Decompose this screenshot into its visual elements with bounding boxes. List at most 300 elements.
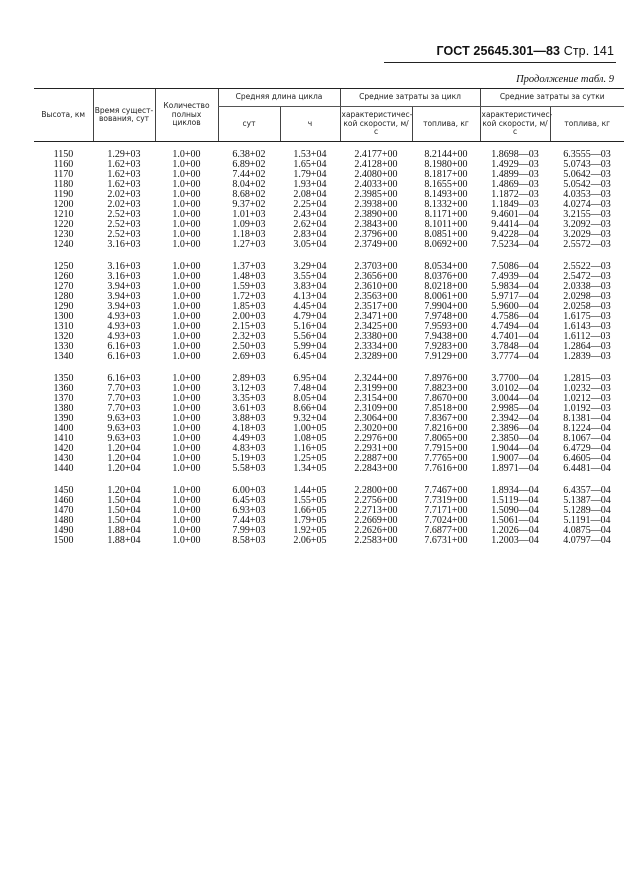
cell-day-fuel: 2.5572—03 — [563, 239, 611, 250]
cell-cycle-fuel: 8.1980+00 — [424, 159, 468, 170]
cell-cycle-hours: 2.06+05 — [293, 535, 327, 546]
cell-cycles: 1.0+00 — [172, 271, 201, 282]
cell-day-fuel: 8.1224—04 — [563, 423, 611, 434]
cell-day-fuel: 1.2839—03 — [563, 351, 611, 362]
cell-altitude: 1170 — [53, 169, 74, 180]
cell-day-fuel: 5.1191—04 — [563, 515, 611, 526]
col-cycle-length-hours: ч — [280, 107, 340, 142]
cell-cycles: 1.0+00 — [172, 261, 201, 272]
cell-cycle-fuel: 7.7915+00 — [424, 443, 468, 454]
cell-day-velocity: 2.3896—04 — [491, 423, 539, 434]
cell-cycle-hours: 4.79+04 — [293, 311, 327, 322]
cell-day-velocity: 9.4601—04 — [491, 209, 539, 220]
cell-cycle-fuel: 8.1171+00 — [424, 209, 468, 220]
cell-altitude: 1370 — [53, 393, 74, 404]
cell-cycles: 1.0+00 — [172, 423, 201, 434]
cell-cycle-fuel: 8.1817+00 — [424, 169, 468, 180]
cell-day-velocity: 7.4939—04 — [491, 271, 539, 282]
cell-day-fuel: 1.2864—03 — [563, 341, 611, 352]
cell-cycle-hours: 6.45+04 — [293, 351, 327, 362]
cell-cycles: 1.0+00 — [172, 281, 201, 292]
cell-cycle-velocity: 2.3749+00 — [354, 239, 398, 250]
cell-altitude: 1440 — [53, 463, 74, 474]
cell-cycle-hours: 3.55+04 — [293, 271, 327, 282]
table-row — [34, 352, 624, 362]
cell-cycle-fuel: 7.9283+00 — [424, 341, 468, 352]
cell-altitude: 1380 — [53, 403, 74, 414]
cell-cycle-velocity: 2.3154+00 — [354, 393, 398, 404]
cell-lifetime: 1.62+03 — [107, 179, 141, 190]
cell-day-velocity: 3.7848—04 — [491, 341, 539, 352]
cell-cycle-velocity: 2.2931+00 — [354, 443, 398, 454]
cell-cycle-days: 1.37+03 — [232, 261, 266, 272]
cell-cycle-days: 8.04+02 — [232, 179, 266, 190]
cell-day-fuel: 5.1289—04 — [563, 505, 611, 516]
cell-cycle-hours: 2.83+04 — [293, 229, 327, 240]
cell-lifetime: 2.02+03 — [107, 199, 141, 210]
cell-cycle-velocity: 2.3471+00 — [354, 311, 398, 322]
cell-day-velocity: 1.5061—04 — [491, 515, 539, 526]
cell-cycle-hours: 2.08+04 — [293, 189, 327, 200]
cell-cycles: 1.0+00 — [172, 515, 201, 526]
cell-lifetime: 1.88+04 — [107, 525, 141, 536]
cell-cycle-velocity: 2.3563+00 — [354, 291, 398, 302]
cell-day-fuel: 4.0797—04 — [563, 535, 611, 546]
cell-day-fuel: 5.0542—03 — [563, 179, 611, 190]
cell-cycle-hours: 1.93+04 — [293, 179, 327, 190]
cell-day-fuel: 2.5472—03 — [563, 271, 611, 282]
cell-day-velocity: 3.7774—04 — [491, 351, 539, 362]
cell-cycle-fuel: 7.8823+00 — [424, 383, 468, 394]
cell-altitude: 1250 — [53, 261, 74, 272]
cell-cycle-velocity: 2.2756+00 — [354, 495, 398, 506]
cell-cycle-hours: 5.16+04 — [293, 321, 327, 332]
cell-cycle-fuel: 7.8518+00 — [424, 403, 468, 414]
cell-altitude: 1210 — [53, 209, 74, 220]
cell-cycle-hours: 1.44+05 — [293, 485, 327, 496]
cell-cycle-velocity: 2.3334+00 — [354, 341, 398, 352]
cell-cycle-fuel: 8.1011+00 — [424, 219, 468, 230]
cell-day-fuel: 3.2092—03 — [563, 219, 611, 230]
cell-day-fuel: 4.0353—03 — [563, 189, 611, 200]
col-group-cost-per-day: Средние затраты за сутки — [480, 89, 624, 107]
cell-cycle-velocity: 2.3199+00 — [354, 383, 398, 394]
cell-cycle-fuel: 7.7765+00 — [424, 453, 468, 464]
cell-day-fuel: 2.5522—03 — [563, 261, 611, 272]
cell-lifetime: 1.29+03 — [107, 149, 141, 160]
cell-cycles: 1.0+00 — [172, 485, 201, 496]
cell-cycle-fuel: 7.6731+00 — [424, 535, 468, 546]
cell-lifetime: 1.20+04 — [107, 453, 141, 464]
cell-cycle-fuel: 8.0692+00 — [424, 239, 468, 250]
cell-cycles: 1.0+00 — [172, 301, 201, 312]
cell-cycles: 1.0+00 — [172, 209, 201, 220]
cell-cycle-days: 7.44+03 — [232, 515, 266, 526]
cell-cycle-fuel: 8.0061+00 — [424, 291, 468, 302]
cell-cycle-fuel: 7.9593+00 — [424, 321, 468, 332]
cell-day-velocity: 7.5086—04 — [491, 261, 539, 272]
cell-lifetime: 2.02+03 — [107, 189, 141, 200]
cell-cycles: 1.0+00 — [172, 463, 201, 474]
cell-cycle-hours: 3.05+04 — [293, 239, 327, 250]
cell-lifetime: 6.16+03 — [107, 373, 141, 384]
cell-cycle-fuel: 7.9129+00 — [424, 351, 468, 362]
cell-day-velocity: 2.3942—04 — [491, 413, 539, 424]
cell-lifetime: 3.94+03 — [107, 301, 141, 312]
cell-cycle-velocity: 2.3109+00 — [354, 403, 398, 414]
cell-cycle-days: 2.50+03 — [232, 341, 266, 352]
cell-day-fuel: 6.3555—03 — [563, 149, 611, 160]
cell-day-fuel: 4.0274—03 — [563, 199, 611, 210]
cell-cycle-fuel: 8.0534+00 — [424, 261, 468, 272]
cell-cycle-fuel: 8.0218+00 — [424, 281, 468, 292]
cell-cycle-days: 2.15+03 — [232, 321, 266, 332]
cell-cycle-hours: 1.16+05 — [293, 443, 327, 454]
cell-day-velocity: 1.4869—03 — [491, 179, 539, 190]
cell-cycle-velocity: 2.2583+00 — [354, 535, 398, 546]
header-rule — [384, 62, 616, 63]
cell-day-velocity: 5.9600—04 — [491, 301, 539, 312]
cell-cycle-days: 1.27+03 — [232, 239, 266, 250]
cell-day-velocity: 1.4899—03 — [491, 169, 539, 180]
cell-cycles: 1.0+00 — [172, 433, 201, 444]
cell-day-fuel: 6.4357—04 — [563, 485, 611, 496]
cell-cycles: 1.0+00 — [172, 331, 201, 342]
cell-cycle-days: 5.19+03 — [232, 453, 266, 464]
cell-altitude: 1420 — [53, 443, 74, 454]
cell-cycles: 1.0+00 — [172, 443, 201, 454]
cell-altitude: 1150 — [53, 149, 74, 160]
cell-lifetime: 3.16+03 — [107, 239, 141, 250]
cell-cycle-velocity: 2.4080+00 — [354, 169, 398, 180]
cell-cycle-fuel: 7.8670+00 — [424, 393, 468, 404]
cell-day-fuel: 1.0192—03 — [563, 403, 611, 414]
table-row — [34, 464, 624, 474]
col-cycle-velocity: характеристичес- кой скорости, м/с — [340, 107, 412, 142]
cell-cycle-days: 6.93+03 — [232, 505, 266, 516]
cell-cycle-velocity: 2.2887+00 — [354, 453, 398, 464]
cell-cycle-hours: 4.45+04 — [293, 301, 327, 312]
cell-altitude: 1300 — [53, 311, 74, 322]
cell-day-fuel: 5.0743—03 — [563, 159, 611, 170]
cell-cycles: 1.0+00 — [172, 351, 201, 362]
cell-cycle-days: 1.01+03 — [232, 209, 266, 220]
cell-day-fuel: 6.4481—04 — [563, 463, 611, 474]
cell-cycle-days: 4.18+03 — [232, 423, 266, 434]
cell-altitude: 1180 — [53, 179, 74, 190]
cell-cycle-hours: 2.62+04 — [293, 219, 327, 230]
cell-cycle-fuel: 8.1655+00 — [424, 179, 468, 190]
cell-cycle-days: 3.12+03 — [232, 383, 266, 394]
cell-day-velocity: 3.7700—04 — [491, 373, 539, 384]
cell-cycles: 1.0+00 — [172, 239, 201, 250]
cell-cycle-fuel: 7.8065+00 — [424, 433, 468, 444]
cell-cycles: 1.0+00 — [172, 149, 201, 160]
cell-altitude: 1490 — [53, 525, 74, 536]
cell-cycle-days: 1.18+03 — [232, 229, 266, 240]
cell-lifetime: 3.94+03 — [107, 281, 141, 292]
cell-cycle-days: 6.38+02 — [232, 149, 266, 160]
cell-day-velocity: 1.9007—04 — [491, 453, 539, 464]
cell-lifetime: 9.63+03 — [107, 433, 141, 444]
cell-day-fuel: 1.6112—03 — [563, 331, 611, 342]
cell-day-velocity: 3.0102—04 — [491, 383, 539, 394]
cell-day-velocity: 5.9834—04 — [491, 281, 539, 292]
cell-cycle-days: 9.37+02 — [232, 199, 266, 210]
cell-cycle-velocity: 2.3380+00 — [354, 331, 398, 342]
cell-cycles: 1.0+00 — [172, 525, 201, 536]
cell-cycle-hours: 1.53+04 — [293, 149, 327, 160]
cell-altitude: 1260 — [53, 271, 74, 282]
cell-day-fuel: 2.0338—03 — [563, 281, 611, 292]
cell-lifetime: 2.52+03 — [107, 229, 141, 240]
cell-cycle-fuel: 7.7319+00 — [424, 495, 468, 506]
cell-cycle-days: 1.85+03 — [232, 301, 266, 312]
cell-cycle-hours: 3.29+04 — [293, 261, 327, 272]
cell-cycle-days: 2.89+03 — [232, 373, 266, 384]
cell-cycles: 1.0+00 — [172, 341, 201, 352]
cell-day-fuel: 3.2029—03 — [563, 229, 611, 240]
cell-cycle-fuel: 7.8367+00 — [424, 413, 468, 424]
cell-cycle-velocity: 2.2626+00 — [354, 525, 398, 536]
cell-cycle-hours: 1.08+05 — [293, 433, 327, 444]
table-row — [34, 536, 624, 546]
cell-cycle-hours: 4.13+04 — [293, 291, 327, 302]
cell-cycle-hours: 8.05+04 — [293, 393, 327, 404]
col-altitude: Высота, км — [34, 89, 93, 142]
cell-lifetime: 1.50+04 — [107, 495, 141, 506]
cell-lifetime: 9.63+03 — [107, 413, 141, 424]
cell-day-velocity: 4.7494—04 — [491, 321, 539, 332]
cell-altitude: 1400 — [53, 423, 74, 434]
cell-cycles: 1.0+00 — [172, 393, 201, 404]
cell-day-velocity: 1.1849—03 — [491, 199, 539, 210]
cell-cycle-fuel: 7.9748+00 — [424, 311, 468, 322]
cell-day-fuel: 1.2815—03 — [563, 373, 611, 384]
cell-cycle-hours: 7.48+04 — [293, 383, 327, 394]
cell-altitude: 1460 — [53, 495, 74, 506]
cell-day-velocity: 9.4228—04 — [491, 229, 539, 240]
cell-altitude: 1160 — [53, 159, 74, 170]
cell-lifetime: 1.20+04 — [107, 443, 141, 454]
cell-lifetime: 2.52+03 — [107, 219, 141, 230]
cell-cycle-days: 7.99+03 — [232, 525, 266, 536]
col-day-velocity: характеристичес- кой скорости, м/с — [480, 107, 550, 142]
cell-lifetime: 1.50+04 — [107, 505, 141, 516]
cell-cycle-velocity: 2.3656+00 — [354, 271, 398, 282]
cell-altitude: 1450 — [53, 485, 74, 496]
cell-day-fuel: 5.1387—04 — [563, 495, 611, 506]
cell-cycle-velocity: 2.3985+00 — [354, 189, 398, 200]
cell-lifetime: 1.62+03 — [107, 159, 141, 170]
cell-cycle-hours: 9.32+04 — [293, 413, 327, 424]
cell-cycle-velocity: 2.2713+00 — [354, 505, 398, 516]
cell-day-fuel: 8.1381—04 — [563, 413, 611, 424]
cell-cycle-days: 2.00+03 — [232, 311, 266, 322]
cell-cycles: 1.0+00 — [172, 413, 201, 424]
cell-cycle-days: 4.49+03 — [232, 433, 266, 444]
cell-cycle-hours: 3.83+04 — [293, 281, 327, 292]
cell-cycle-fuel: 8.1493+00 — [424, 189, 468, 200]
page-number: Стр. 141 — [563, 44, 614, 58]
cell-cycle-fuel: 7.9904+00 — [424, 301, 468, 312]
cell-cycle-velocity: 2.3425+00 — [354, 321, 398, 332]
cell-cycle-days: 6.00+03 — [232, 485, 266, 496]
cell-cycle-velocity: 2.3703+00 — [354, 261, 398, 272]
cell-lifetime: 1.88+04 — [107, 535, 141, 546]
cell-lifetime: 6.16+03 — [107, 351, 141, 362]
cell-lifetime: 9.63+03 — [107, 423, 141, 434]
cell-altitude: 1470 — [53, 505, 74, 516]
cell-cycle-velocity: 2.3938+00 — [354, 199, 398, 210]
cell-day-fuel: 1.6175—03 — [563, 311, 611, 322]
data-table — [34, 88, 624, 546]
cell-altitude: 1190 — [53, 189, 74, 200]
cell-cycles: 1.0+00 — [172, 453, 201, 464]
cell-lifetime: 7.70+03 — [107, 403, 141, 414]
cell-cycles: 1.0+00 — [172, 373, 201, 384]
cell-lifetime: 2.52+03 — [107, 209, 141, 220]
cell-cycles: 1.0+00 — [172, 535, 201, 546]
cell-lifetime: 1.50+04 — [107, 515, 141, 526]
cell-lifetime: 3.94+03 — [107, 291, 141, 302]
cell-cycle-hours: 1.25+05 — [293, 453, 327, 464]
cell-altitude: 1340 — [53, 351, 74, 362]
cell-cycle-hours: 5.56+04 — [293, 331, 327, 342]
cell-day-velocity: 1.8934—04 — [491, 485, 539, 496]
cell-day-fuel: 1.6143—03 — [563, 321, 611, 332]
cell-altitude: 1240 — [53, 239, 74, 250]
cell-day-fuel: 1.0232—03 — [563, 383, 611, 394]
cell-cycle-hours: 1.66+05 — [293, 505, 327, 516]
cell-cycle-velocity: 2.2976+00 — [354, 433, 398, 444]
cell-cycle-fuel: 8.1332+00 — [424, 199, 468, 210]
cell-cycle-hours: 6.95+04 — [293, 373, 327, 384]
cell-cycle-velocity: 2.3517+00 — [354, 301, 398, 312]
cell-altitude: 1390 — [53, 413, 74, 424]
cell-cycle-fuel: 8.0851+00 — [424, 229, 468, 240]
cell-day-velocity: 1.1872—03 — [491, 189, 539, 200]
col-day-fuel: топлива, кг — [550, 107, 624, 142]
cell-altitude: 1200 — [53, 199, 74, 210]
cell-cycle-fuel: 7.7467+00 — [424, 485, 468, 496]
cell-lifetime: 3.16+03 — [107, 271, 141, 282]
cell-altitude: 1270 — [53, 281, 74, 292]
cell-cycle-fuel: 8.2144+00 — [424, 149, 468, 160]
cell-day-fuel: 5.0642—03 — [563, 169, 611, 180]
table-continuation-label: Продолжение табл. 9 — [516, 74, 614, 85]
cell-cycle-days: 1.59+03 — [232, 281, 266, 292]
cell-cycle-days: 6.45+03 — [232, 495, 266, 506]
cell-cycle-fuel: 8.0376+00 — [424, 271, 468, 282]
cell-cycle-days: 3.35+03 — [232, 393, 266, 404]
cell-day-velocity: 9.4414—04 — [491, 219, 539, 230]
cell-altitude: 1220 — [53, 219, 74, 230]
cell-cycle-velocity: 2.3890+00 — [354, 209, 398, 220]
cell-cycle-velocity: 2.4033+00 — [354, 179, 398, 190]
table-row — [34, 142, 624, 161]
cell-cycles: 1.0+00 — [172, 403, 201, 414]
cell-day-velocity: 5.9717—04 — [491, 291, 539, 302]
cell-cycles: 1.0+00 — [172, 495, 201, 506]
cell-cycle-fuel: 7.7171+00 — [424, 505, 468, 516]
cell-lifetime: 4.93+03 — [107, 321, 141, 332]
cell-day-fuel: 6.4729—04 — [563, 443, 611, 454]
table-body — [34, 142, 624, 547]
cell-altitude: 1500 — [53, 535, 74, 546]
cell-altitude: 1230 — [53, 229, 74, 240]
col-cycle-length-days: сут — [218, 107, 280, 142]
cell-cycle-days: 8.58+03 — [232, 535, 266, 546]
cell-cycle-velocity: 2.3796+00 — [354, 229, 398, 240]
cell-day-fuel: 2.0298—03 — [563, 291, 611, 302]
cell-altitude: 1360 — [53, 383, 74, 394]
cell-cycles: 1.0+00 — [172, 321, 201, 332]
cell-cycle-hours: 1.00+05 — [293, 423, 327, 434]
cell-cycle-hours: 1.79+05 — [293, 515, 327, 526]
cell-cycle-hours: 2.25+04 — [293, 199, 327, 210]
cell-cycle-days: 6.89+02 — [232, 159, 266, 170]
cell-cycles: 1.0+00 — [172, 219, 201, 230]
col-cycle-fuel: топлива, кг — [412, 107, 480, 142]
cell-cycle-velocity: 2.2843+00 — [354, 463, 398, 474]
cell-day-fuel: 4.0875—04 — [563, 525, 611, 536]
cell-lifetime: 3.16+03 — [107, 261, 141, 272]
cell-day-velocity: 1.8698—03 — [491, 149, 539, 160]
standard-number: ГОСТ 25645.301—83 — [436, 44, 561, 58]
cell-cycle-velocity: 2.3610+00 — [354, 281, 398, 292]
cell-lifetime: 4.93+03 — [107, 331, 141, 342]
cell-cycle-hours: 8.66+04 — [293, 403, 327, 414]
cell-cycle-days: 1.09+03 — [232, 219, 266, 230]
cell-cycles: 1.0+00 — [172, 179, 201, 190]
cell-cycle-hours: 5.99+04 — [293, 341, 327, 352]
cell-altitude: 1290 — [53, 301, 74, 312]
cell-cycle-fuel: 7.9438+00 — [424, 331, 468, 342]
cell-day-fuel: 2.0258—03 — [563, 301, 611, 312]
cell-lifetime: 1.62+03 — [107, 169, 141, 180]
cell-cycle-hours: 1.79+04 — [293, 169, 327, 180]
cell-day-velocity: 1.8971—04 — [491, 463, 539, 474]
cell-cycles: 1.0+00 — [172, 189, 201, 200]
cell-cycles: 1.0+00 — [172, 199, 201, 210]
table-row — [34, 240, 624, 250]
cell-day-velocity: 1.5119—04 — [491, 495, 539, 506]
cell-cycles: 1.0+00 — [172, 311, 201, 322]
cell-cycle-hours: 1.55+05 — [293, 495, 327, 506]
cell-cycle-days: 5.58+03 — [232, 463, 266, 474]
cell-cycle-hours: 2.43+04 — [293, 209, 327, 220]
col-lifetime: Время сущест- вования, сут — [93, 89, 155, 142]
cell-lifetime: 4.93+03 — [107, 311, 141, 322]
cell-day-velocity: 3.0044—04 — [491, 393, 539, 404]
cell-cycle-hours: 1.65+04 — [293, 159, 327, 170]
cell-altitude: 1330 — [53, 341, 74, 352]
cell-lifetime: 7.70+03 — [107, 383, 141, 394]
cell-cycle-velocity: 2.3843+00 — [354, 219, 398, 230]
cell-day-velocity: 2.9985—04 — [491, 403, 539, 414]
cell-cycles: 1.0+00 — [172, 505, 201, 516]
cell-cycle-velocity: 2.3020+00 — [354, 423, 398, 434]
cell-altitude: 1430 — [53, 453, 74, 464]
cell-day-velocity: 1.2003—04 — [491, 535, 539, 546]
cell-lifetime: 1.20+04 — [107, 485, 141, 496]
cell-lifetime: 6.16+03 — [107, 341, 141, 352]
cell-cycle-fuel: 7.6877+00 — [424, 525, 468, 536]
cell-altitude: 1320 — [53, 331, 74, 342]
cell-altitude: 1350 — [53, 373, 74, 384]
cell-cycle-velocity: 2.3289+00 — [354, 351, 398, 362]
